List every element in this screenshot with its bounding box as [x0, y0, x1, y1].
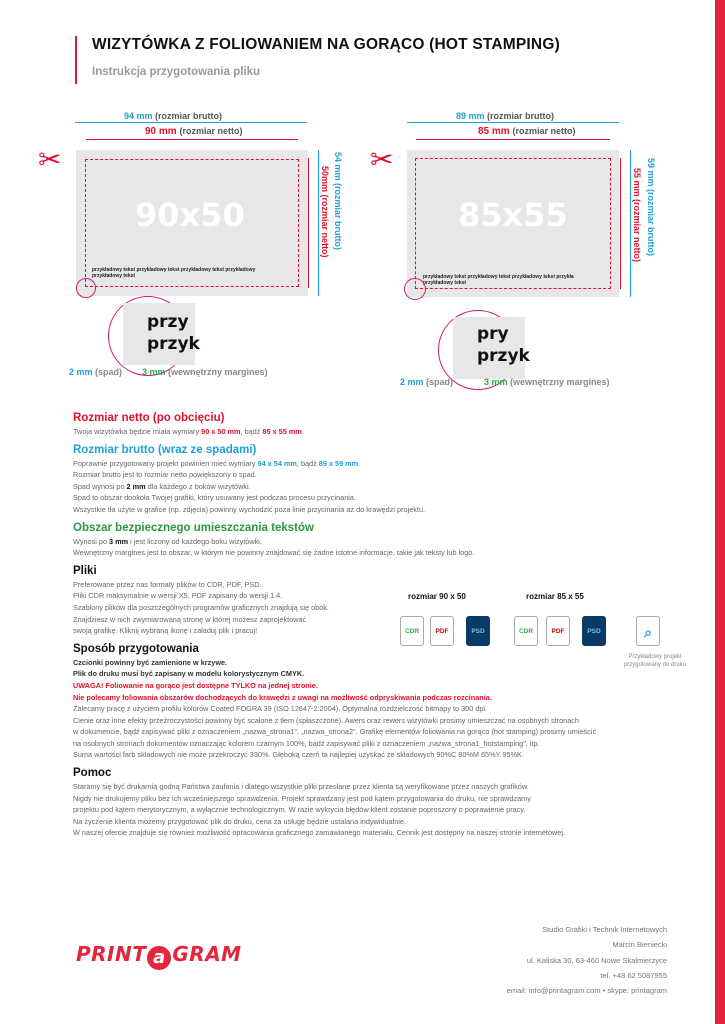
logo-text-left: PRINT: [76, 942, 147, 966]
spad-value-2: 2 mm: [400, 377, 424, 387]
netto-width-note-2: (rozmiar netto): [512, 126, 576, 136]
netto-width-label-2: [478, 126, 575, 137]
help-line-3: projektu pod kątem merytorycznym, a wyłącznie technologicznym. W razie wykrycia błędów klient zostanie poproszony o poprawienie pracy.: [73, 805, 526, 815]
netto-width-label: [145, 126, 242, 137]
page-title: WIZYTÓWKA Z FOLIOWANIEM NA GORĄCO (HOT STAMPING): [92, 36, 560, 53]
text: .: [358, 458, 361, 468]
address-line: Marcin Bieniecki: [612, 940, 667, 950]
cdr-file-icon[interactable]: CDR: [514, 616, 538, 646]
contact-email-skype: email: info@printagram.com • skype: printagram: [506, 986, 667, 996]
margin-note: (wewnętrzny margines): [168, 367, 268, 377]
netto-height-label-2: 55 mm (rozmiar netto): [632, 168, 642, 263]
files-line-1: Preferowane przez nas formaty plików to CDR, PDF, PSD.: [73, 579, 262, 589]
pdf-file-icon[interactable]: PDF: [430, 616, 454, 646]
brutto-height-arrow: [318, 150, 319, 296]
safe-line-2: Wewnętrzny margines jest to obszar, w którym nie powinny znajdować się żadne istotne informacje, takie jak teksty lub logo.: [73, 548, 475, 558]
highlight: 90 x 50 mm: [201, 427, 241, 436]
netto-height-arrow-2: [620, 158, 621, 289]
netto-width-note: (rozmiar netto): [179, 126, 243, 136]
prep-warning-1: UWAGA! Foliowanie na gorąco jest dostępne TYLKO na jednej stronie.: [73, 680, 318, 690]
card-size-label-2: 85x55: [458, 196, 568, 234]
title-accent-bar: [75, 36, 77, 84]
netto-line: [73, 426, 693, 438]
files-line-3: Szablony plików dla poszczególnych programów graficznych znajdują się obok.: [73, 602, 329, 612]
logo-text-right: GRAM: [172, 942, 242, 966]
brand-side-bar: [715, 0, 725, 1024]
netto-width-value-2: 85 mm: [478, 126, 510, 137]
address-line: ul. Kaliska 30, 63-460 Nowe Skalmierzyce: [526, 955, 667, 965]
text: Twoja wizytówka będzie miała wymiary: [73, 427, 202, 436]
text: dla każdego z boków wizytówki.: [145, 481, 251, 491]
spad-label: [69, 367, 122, 377]
logo-a-mark: a: [147, 946, 171, 970]
section-heading-netto: Rozmiar netto (po obcięciu): [73, 412, 225, 424]
zoom-sample-text: przy przyk: [147, 312, 200, 354]
highlight: 94 x 54 mm: [257, 458, 297, 468]
section-brutto: [73, 443, 693, 516]
prep-line-3: w dokumencie, bądź zapisywać pliki z oznaczeniem „nazwa_strona1", „nazwa_strona2". Grafikę elementów foliowania na gorąco (hot stamping) prosimy umieścić: [73, 727, 597, 737]
brutto-width-note: (rozmiar brutto): [155, 111, 223, 121]
template-label-85x55: rozmiar 85 x 55: [526, 592, 584, 601]
template-downloads: [400, 592, 700, 682]
brutto-height-label-2: 59 mm (rozmiar brutto): [646, 158, 656, 257]
section-heading-files: Pliki: [73, 564, 97, 577]
text: , bądź: [296, 458, 319, 468]
brutto-height-label: 54 mm (rozmiar brutto): [333, 152, 343, 251]
pdf-file-icon[interactable]: PDF: [546, 616, 570, 646]
printagram-logo: [76, 942, 242, 970]
section-heading-brutto: Rozmiar brutto (wraz ze spadami): [73, 443, 257, 456]
brutto-width-value: 94 mm: [124, 111, 153, 121]
preview-caption: Przykładowy projekt przygotowany do druku: [623, 654, 687, 668]
company-address: [507, 922, 667, 998]
brutto-width-label-2: [456, 111, 554, 121]
netto-height-arrow: [308, 158, 309, 288]
section-heading-help: Pomoc: [73, 767, 112, 780]
netto-width-arrow-2: [416, 139, 610, 140]
files-line-2: Pliki CDR maksymalnie w wersji X5, PDF zapisany do wersji 1.4.: [73, 591, 283, 601]
help-line-4: Na życzenie klienta możemy przygotować plik do druku, cena za usługę będzie ustalana indywidualnie.: [73, 816, 407, 826]
spad-note: (spad): [95, 367, 123, 377]
text: Wynosi po: [73, 536, 110, 546]
spad-note-2: (spad): [426, 377, 454, 387]
brutto-width-note-2: (rozmiar brutto): [487, 111, 555, 121]
card-size-label: 90x50: [135, 196, 245, 234]
highlight: 2 mm: [126, 481, 146, 491]
prep-line-1: Zalecamy pracę z użyciem profilu kolorów Coated FOGRA 39 (ISO 12647-2:2004). Optymalna rozdzielczość bitmapy to 300 dpi.: [73, 704, 488, 714]
prep-strong-2: Plik do druku musi być zapisany w modelu kolorystycznym CMYK.: [73, 669, 305, 679]
brutto-height-arrow-2: [630, 150, 631, 297]
cdr-file-icon[interactable]: CDR: [400, 616, 424, 646]
card-sample-text-2: przykładowy tekst przykładowy tekst przykładowy tekst przykła przykładowy tekst: [423, 274, 574, 286]
help-line-1: Staramy się być drukarnią godną Państwa zaufania i dlatego wszystkie pliki przesłane przez klienta są weryfikowane przez naszych grafików.: [73, 782, 529, 792]
margin-value-2: 3 mm: [484, 377, 508, 387]
help-line-2: Nigdy nie drukujemy pliku bez ich wcześniejszego sprawdzenia. Projekt sprawdzany jest pod kątem przygotowania do druku, nie sprawdzamy: [73, 793, 531, 803]
zoom-circle-90x50: [108, 296, 200, 376]
brutto-width-value-2: 89 mm: [456, 111, 485, 121]
netto-height-label: 50mm (rozmiar netto): [320, 166, 330, 258]
template-label-90x50: rozmiar 90 x 50: [408, 592, 466, 601]
text: .: [301, 427, 304, 436]
page-subtitle: Instrukcja przygotowania pliku: [92, 66, 261, 78]
magnifier-icon[interactable]: ⌕: [636, 616, 660, 646]
section-netto: [73, 411, 693, 438]
psd-file-icon[interactable]: PSD: [466, 616, 490, 646]
scissors-icon: ✂: [38, 144, 62, 175]
brutto-line-5: Wszystkie tła użyte w grafice (np. zdjęcia) powinny wychodzić poza linie przycinania aż do krawędzi projektu.: [73, 504, 426, 514]
section-heading-preparation: Sposób przygotowania: [73, 642, 199, 655]
zoom-source-marker-2: [404, 278, 426, 300]
brutto-line-1: [73, 458, 693, 470]
brutto-line-2: Rozmiar brutto jest to rozmiar netto powiększony o spad.: [73, 470, 257, 480]
highlight: 89 x 59 mm: [318, 458, 359, 468]
scissors-icon: ✂: [370, 144, 394, 175]
margin-label: [142, 367, 268, 377]
zoom-source-marker: [76, 278, 96, 298]
section-safe-area: [73, 521, 693, 559]
address-line: Studio Grafiki i Technik Internetowych: [542, 925, 667, 934]
files-line-5: swoją grafikę. Kliknij wybraną ikonę i załaduj plik i pracuj!: [73, 626, 258, 636]
section-help: [73, 766, 693, 839]
zoom-sample-text-2: pry przyk: [477, 324, 530, 366]
netto-width-arrow: [86, 139, 298, 140]
brutto-width-arrow-2: [407, 122, 619, 123]
margin-label-2: [484, 377, 610, 387]
margin-value: 3 mm: [142, 367, 166, 377]
netto-width-value: 90 mm: [145, 126, 177, 137]
highlight: 3 mm: [109, 536, 129, 546]
prep-line-2: Cienie oraz inne efekty przeźroczystości powinny być scalone z tłem (spłaszczone). Awers oraz rewers wizytówki prosimy umieszczać na osobnych stronach: [73, 715, 579, 725]
card-sample-text: przykładowy tekst przykładowy tekst przykładowy tekst przykładowy przykładowy tekst: [92, 267, 256, 279]
help-line-5: W naszej ofercie znajduje się również możliwość opracowania graficznego zamawianego materiału. Cennik jest dostępny na naszej stronie internetowej.: [73, 828, 565, 838]
prep-line-4: na osobnych stronach dokumentów oznaczając kolorem czarnym 100%, bądź zapisywać pliki z oznaczeniem „nazwa_strona1_hotstamping", itp.: [73, 738, 540, 748]
text: Spad wynosi po: [73, 481, 127, 491]
phone: tel. +48 62 5087955: [600, 970, 667, 980]
text: Poprawnie przygotowany projekt powinien mieć wymiary: [73, 458, 258, 468]
brutto-width-arrow: [75, 122, 307, 123]
margin-note-2: (wewnętrzny margines): [510, 377, 610, 387]
card-85x55-preview: [407, 150, 619, 297]
highlight: 85 x 55 mm: [262, 427, 302, 436]
text: i jest liczony od każdego boku wizytówki.: [128, 536, 262, 546]
brutto-width-label: [124, 111, 222, 121]
section-heading-safe-area: Obszar bezpiecznego umieszczania tekstów: [73, 521, 314, 534]
card-90x50-preview: [76, 150, 308, 296]
spad-value: 2 mm: [69, 367, 93, 377]
files-line-4: Znajdziesz w nich zwymiarowaną stronę w której możesz zaprojektować: [73, 614, 307, 624]
brutto-line-3: [73, 481, 693, 493]
prep-strong-1: Czcionki powinny być zamienione w krzywe.: [73, 657, 228, 667]
spad-label-2: [400, 377, 453, 387]
prep-warning-2: Nie polecamy foliowania obszarów dochodzących do krawędzi z uwagi na możliwość odpryskiwania podczas rozcinania.: [73, 692, 492, 702]
prep-line-5: Suma wartości farb składowych nie może przekroczyć 330%. Głęboką czerń ta najlepiej uzyskać ze składowych 90%C 80%M 65%Y 95%K.: [73, 750, 524, 760]
text: , bądź: [240, 427, 263, 436]
safe-line-1: [73, 536, 693, 548]
psd-file-icon[interactable]: PSD: [582, 616, 606, 646]
brutto-line-4: Spad to obszar dookoła Twojej grafiki, który usuwany jest podczas procesu przycinania.: [73, 493, 356, 503]
